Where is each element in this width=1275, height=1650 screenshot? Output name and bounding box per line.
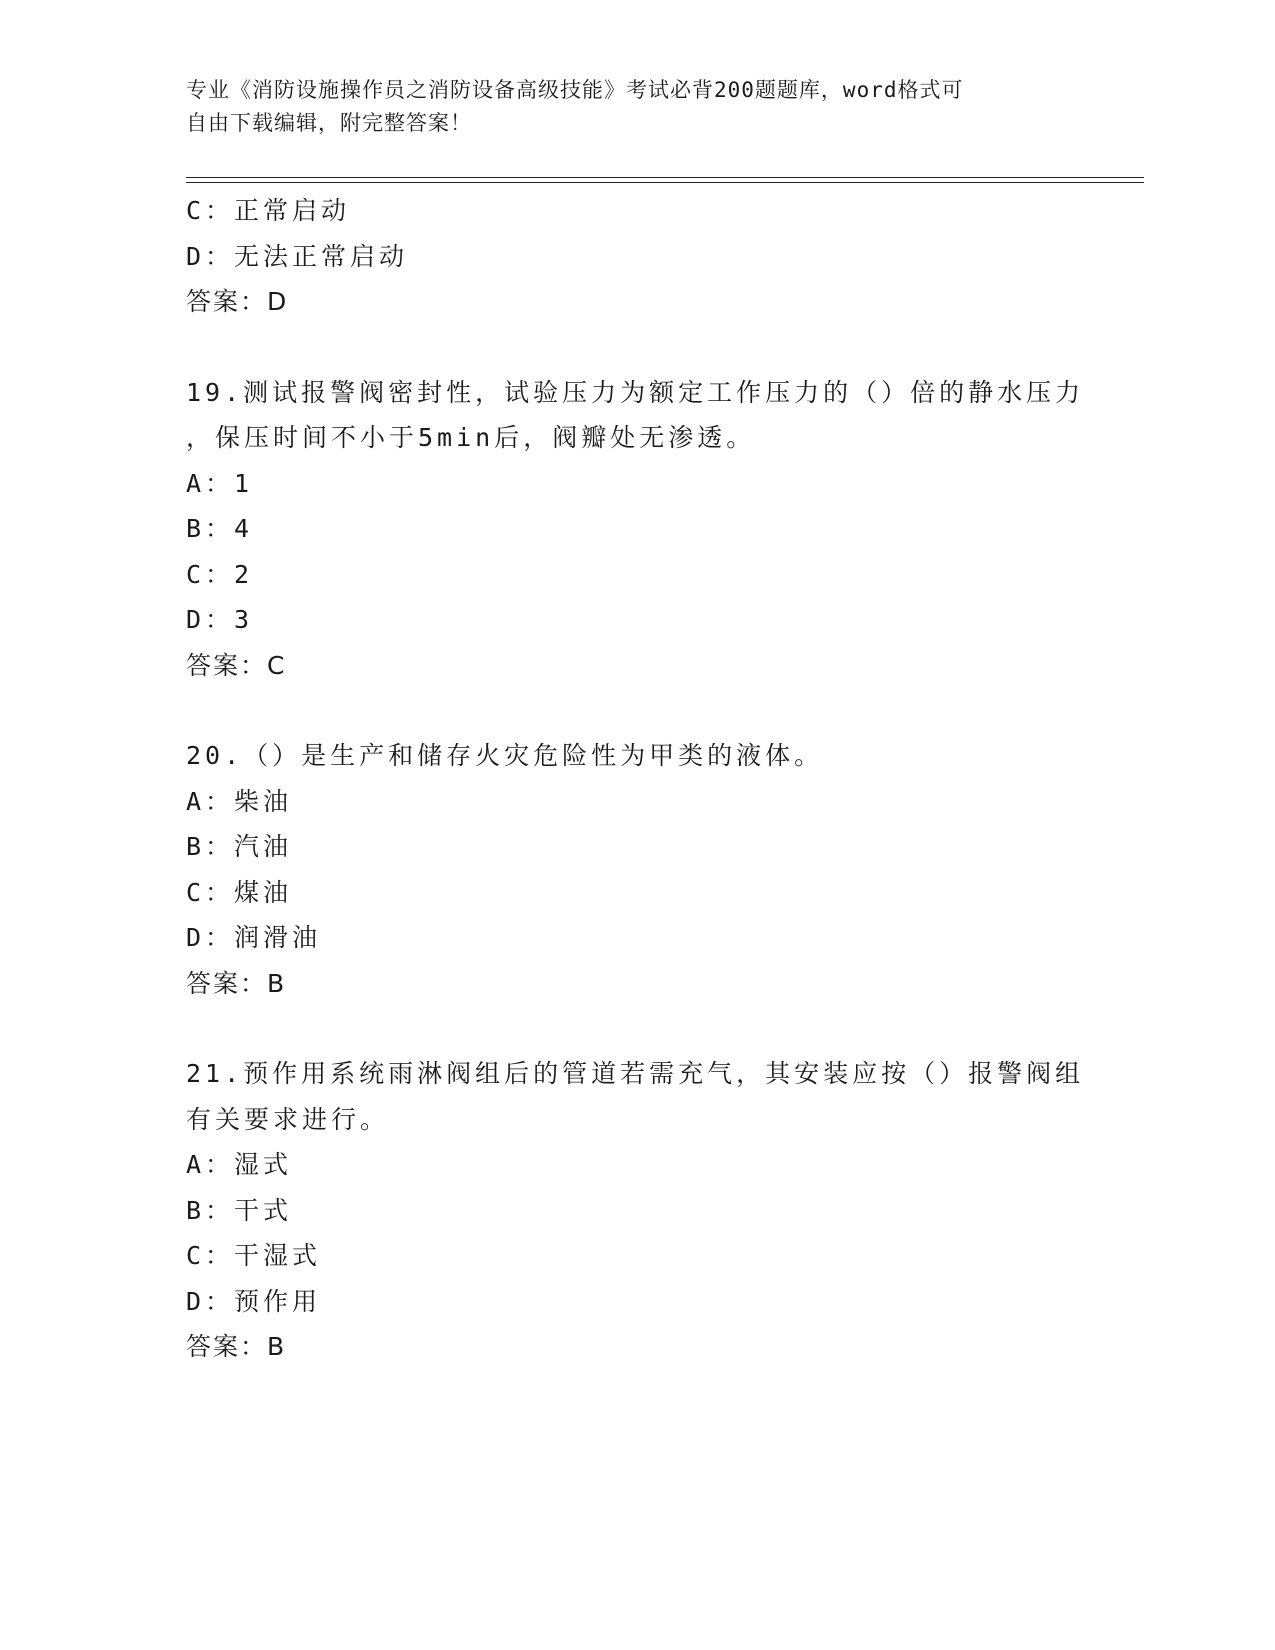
option-d: D：润滑油	[186, 923, 322, 952]
question-content	[186, 188, 1086, 1370]
header-line-2: 自由下载编辑，附完整答案！	[186, 111, 472, 135]
header-divider-bottom	[186, 182, 1144, 183]
question-stem: 19.测试报警阀密封性，试验压力为额定工作压力的（）倍的静水压力	[186, 377, 1085, 407]
continued-question	[186, 188, 1086, 325]
answer-line: 答案：C	[186, 650, 287, 680]
header-divider-top	[186, 177, 1144, 178]
header-line-1: 专业《消防设施操作员之消防设备高级技能》考试必背200题题库，word格式可	[186, 78, 964, 102]
question-19	[186, 370, 1086, 689]
option-a: A：柴油	[186, 786, 293, 816]
option-c: C：干湿式	[186, 1241, 322, 1270]
option-a: A：1	[186, 468, 254, 498]
option-c: C：2	[186, 559, 254, 589]
page-header	[186, 74, 1066, 140]
question-stem: 有关要求进行。	[186, 1104, 390, 1134]
question-stem: 21.预作用系统雨淋阀组后的管道若需充气，其安装应按（）报警阀组	[186, 1059, 1085, 1088]
answer-line: 答案：B	[186, 968, 287, 998]
option-d: D：预作用	[186, 1286, 322, 1316]
option-a: A：湿式	[186, 1150, 293, 1179]
question-stem: ，保压时间不小于5min后，阀瓣处无渗透。	[186, 423, 756, 452]
option-d: D：3	[186, 605, 254, 634]
option-c: C：煤油	[186, 877, 293, 907]
answer-line: 答案：D	[186, 287, 289, 316]
question-stem: 20.（）是生产和储存火灾危险性为甲类的液体。	[186, 741, 824, 770]
answer-line: 答案：B	[186, 1332, 287, 1361]
question-21	[186, 1051, 1086, 1370]
option-b: B：干式	[186, 1195, 293, 1225]
option-d: D：无法正常启动	[186, 241, 409, 271]
option-c: C：正常启动	[186, 196, 351, 225]
question-20	[186, 733, 1086, 1006]
option-b: B：汽油	[186, 832, 293, 861]
option-b: B：4	[186, 514, 254, 543]
